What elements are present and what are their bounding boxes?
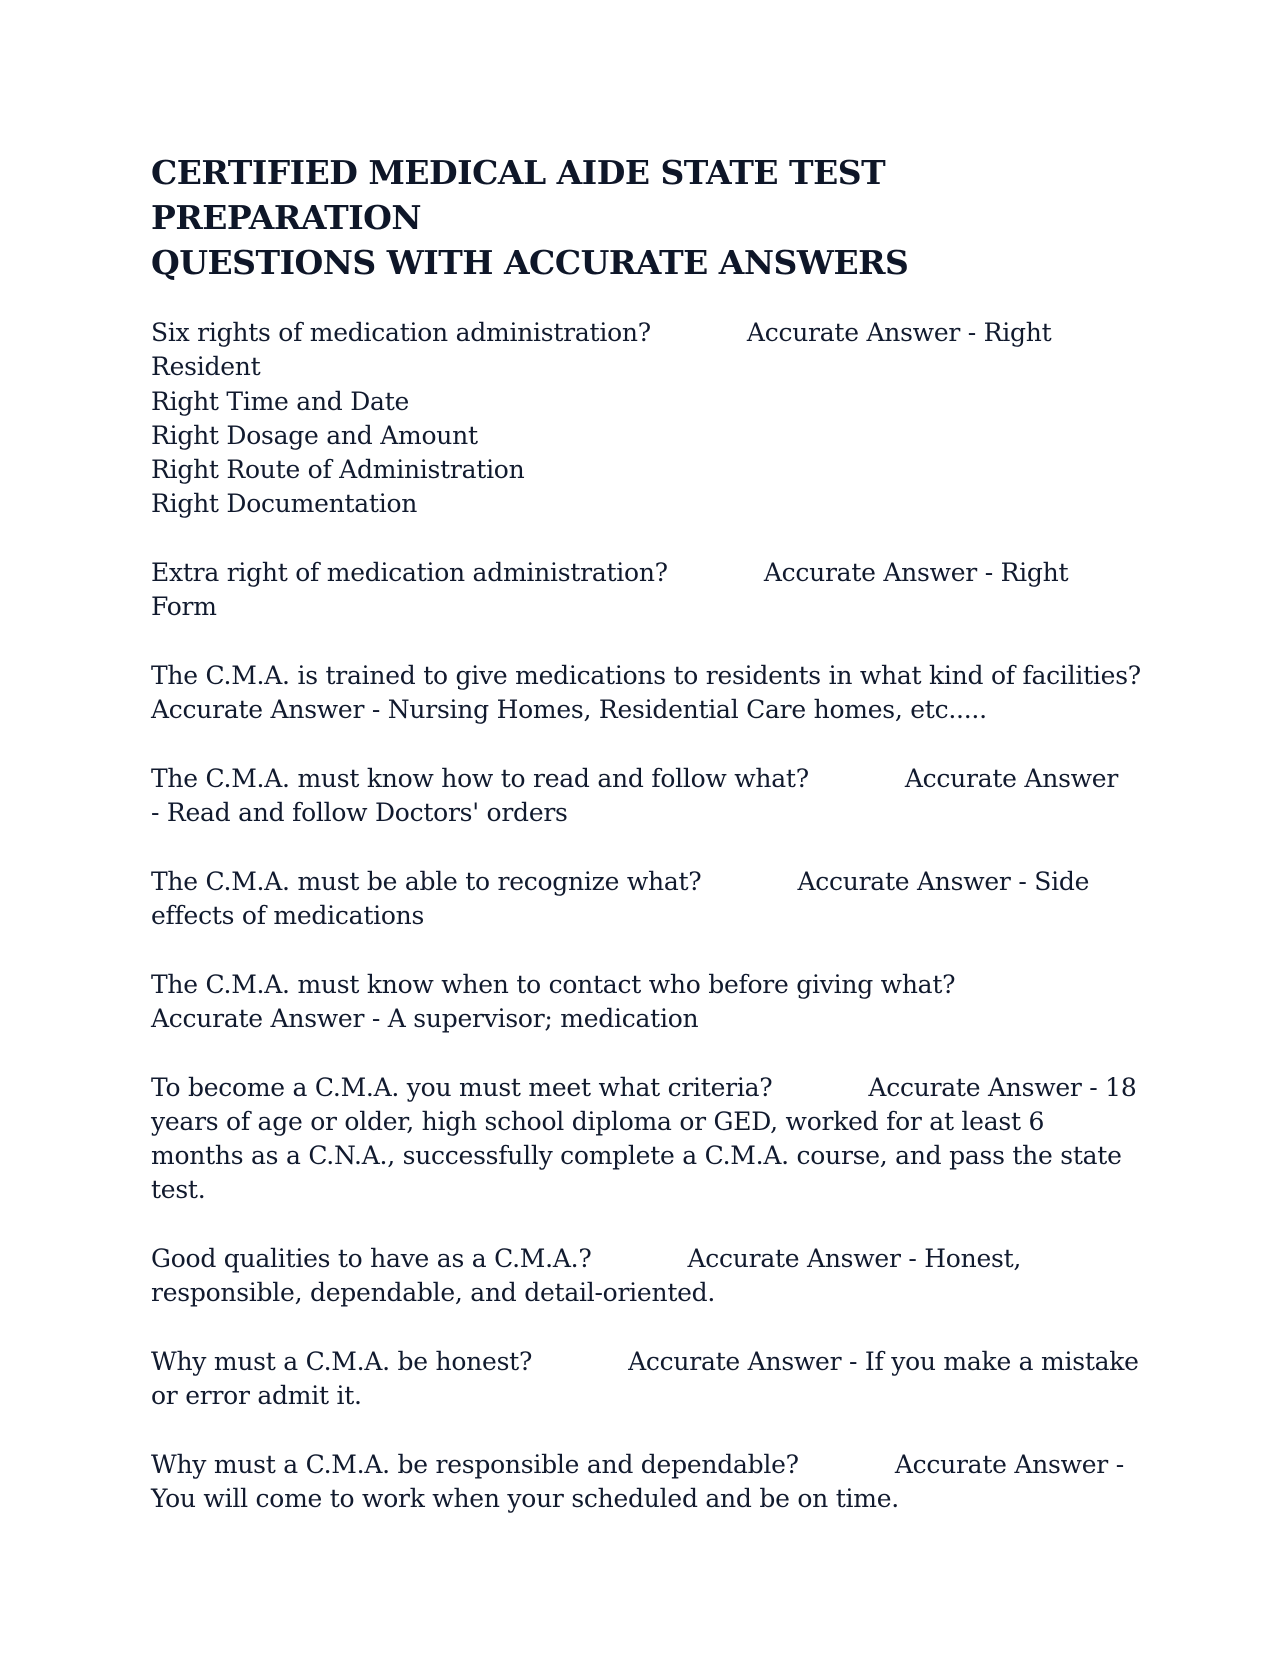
- answer-line: or error admit it.: [151, 1381, 362, 1411]
- question-text: The C.M.A. is trained to give medications to residents in what kind of facilities?: [151, 660, 1141, 690]
- document-title: [151, 150, 1141, 285]
- qa-item: [151, 968, 1141, 1037]
- qa-item: [151, 1242, 1141, 1311]
- qa-item: [151, 1448, 1141, 1517]
- qa-item: [151, 659, 1141, 728]
- qa-item: [151, 556, 1141, 625]
- qa-item: [151, 762, 1141, 831]
- question-text: The C.M.A. must be able to recognize what?: [151, 866, 702, 896]
- answer-line: test.: [151, 1175, 206, 1205]
- title-line-1: CERTIFIED MEDICAL AIDE STATE TEST PREPARATION: [151, 153, 886, 237]
- title-line-2: QUESTIONS WITH ACCURATE ANSWERS: [151, 243, 909, 282]
- question-text: Why must a C.M.A. be responsible and dependable?: [151, 1449, 799, 1479]
- answer-text: Accurate Answer: [904, 763, 1119, 793]
- answer-text: Accurate Answer -: [894, 1449, 1124, 1479]
- answer-line: Accurate Answer - A supervisor; medication: [151, 1003, 699, 1033]
- qa-item: [151, 1345, 1141, 1414]
- document-page: [151, 150, 1141, 1551]
- qa-item: [151, 1071, 1141, 1208]
- question-text: The C.M.A. must know when to contact who before giving what?: [151, 969, 956, 999]
- answer-line: responsible, dependable, and detail-oriented.: [151, 1278, 716, 1308]
- question-text: To become a C.M.A. you must meet what criteria?: [151, 1072, 773, 1102]
- question-text: The C.M.A. must know how to read and follow what?: [151, 763, 809, 793]
- qa-item: [151, 865, 1141, 934]
- answer-text: Accurate Answer - Side: [797, 866, 1090, 896]
- answer-line: months as a C.N.A., successfully complete a C.M.A. course, and pass the state: [151, 1141, 1122, 1171]
- answer-line: years of age or older, high school diploma or GED, worked for at least 6: [151, 1106, 1045, 1136]
- answer-line: You will come to work when your scheduled and be on time.: [151, 1484, 899, 1514]
- answer-text: Accurate Answer - 18: [868, 1072, 1137, 1102]
- answer-line: Right Documentation: [151, 489, 418, 519]
- qa-item: [151, 316, 1141, 522]
- answer-text: Accurate Answer - Right: [763, 558, 1069, 588]
- question-text: Six rights of medication administration?: [151, 318, 651, 347]
- answer-line: Right Dosage and Amount: [151, 420, 478, 450]
- answer-line: Accurate Answer - Nursing Homes, Residential Care homes, etc.....: [151, 695, 987, 725]
- answer-text: Accurate Answer - Honest,: [687, 1244, 1022, 1274]
- question-text: Why must a C.M.A. be honest?: [151, 1346, 533, 1376]
- question-text: Good qualities to have as a C.M.A.?: [151, 1244, 592, 1274]
- answer-line: Resident: [151, 352, 261, 382]
- question-text: Extra right of medication administration?: [151, 558, 668, 588]
- answer-line: effects of medications: [151, 901, 425, 931]
- answer-text: Accurate Answer - Right: [746, 318, 1052, 347]
- answer-line: Form: [151, 592, 217, 622]
- answer-line: Right Time and Date: [151, 386, 410, 416]
- answer-text: Accurate Answer - If you make a mistake: [628, 1346, 1139, 1376]
- answer-line: Right Route of Administration: [151, 455, 525, 485]
- answer-line: - Read and follow Doctors' orders: [151, 798, 568, 828]
